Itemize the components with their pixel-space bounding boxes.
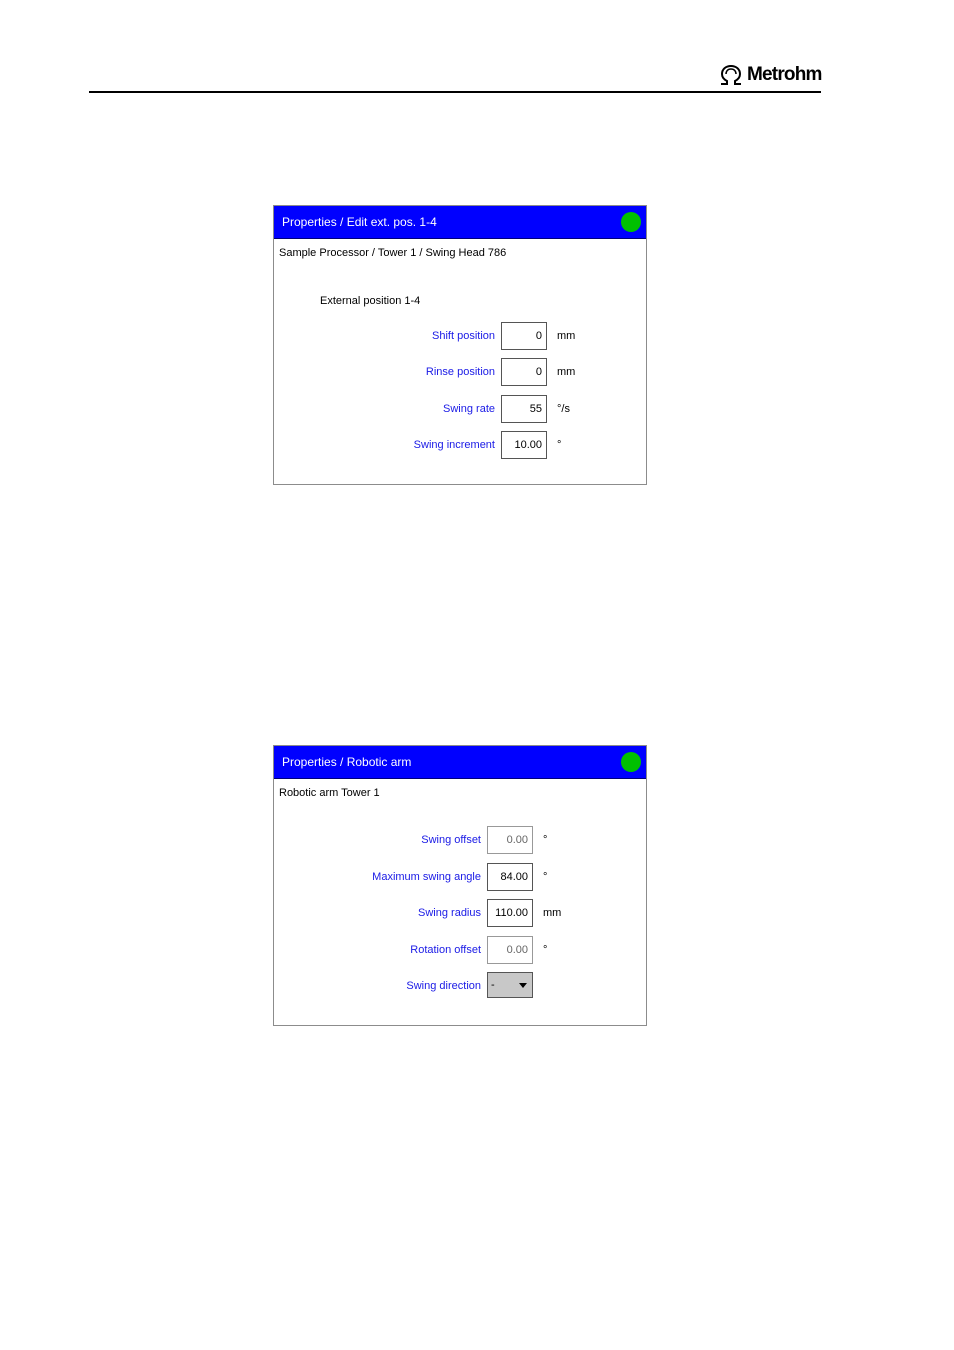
field-swing-direction [274,972,646,1002]
field-label: Swing rate [443,403,495,415]
field-swing-increment [274,431,646,461]
field-label: Rotation offset [410,944,481,956]
field-unit: mm [543,907,562,919]
max-swing-angle-input[interactable]: 84.00 [487,863,533,891]
field-label: Swing offset [421,834,481,846]
field-unit: mm [557,330,576,342]
field-swing-radius [274,899,646,929]
breadcrumb: Robotic arm Tower 1 [279,787,380,799]
status-led-icon [621,212,641,232]
field-label: Swing increment [413,439,495,451]
logo-text: Metrohm [747,64,822,85]
rotation-offset-input[interactable]: 0.00 [487,936,533,964]
rinse-position-input[interactable]: 0 [501,358,547,386]
field-max-swing-angle [274,863,646,893]
section-title: External position 1-4 [320,295,421,307]
swing-increment-input[interactable]: 10.00 [501,431,547,459]
field-swing-rate [274,395,646,425]
title-bar [274,746,646,779]
robotic-arm-screen [273,745,647,1026]
swing-offset-input[interactable]: 0.00 [487,826,533,854]
field-unit: ° [543,944,548,956]
field-label: Rinse position [425,366,495,378]
field-label: Swing direction [406,980,481,992]
screen-title: Properties / Robotic arm [282,755,412,769]
field-rotation-offset [274,936,646,966]
field-label: Shift position [432,330,495,342]
metrohm-omega-icon [718,64,744,86]
field-unit: ° [543,871,548,883]
field-rinse-position [274,358,646,388]
edit-ext-pos-screen [273,205,647,485]
metrohm-logo [718,62,822,88]
selected-value: - [491,979,495,991]
field-unit: ° [557,439,562,451]
field-unit: mm [557,366,576,378]
header-divider [89,91,821,93]
field-unit: °/s [557,403,570,415]
field-unit: ° [543,834,548,846]
status-led-icon [621,752,641,772]
swing-direction-select[interactable] [487,972,533,998]
title-bar [274,206,646,239]
breadcrumb: Sample Processor / Tower 1 / Swing Head 786 [279,247,507,259]
field-shift-position [274,322,646,352]
field-label: Swing radius [418,907,481,919]
screen-title: Properties / Edit ext. pos. 1-4 [282,215,437,229]
shift-position-input[interactable]: 0 [501,322,547,350]
swing-rate-input[interactable]: 55 [501,395,547,423]
field-swing-offset [274,826,646,856]
chevron-down-icon [519,983,527,988]
field-label: Maximum swing angle [372,871,481,883]
swing-radius-input[interactable]: 110.00 [487,899,533,927]
